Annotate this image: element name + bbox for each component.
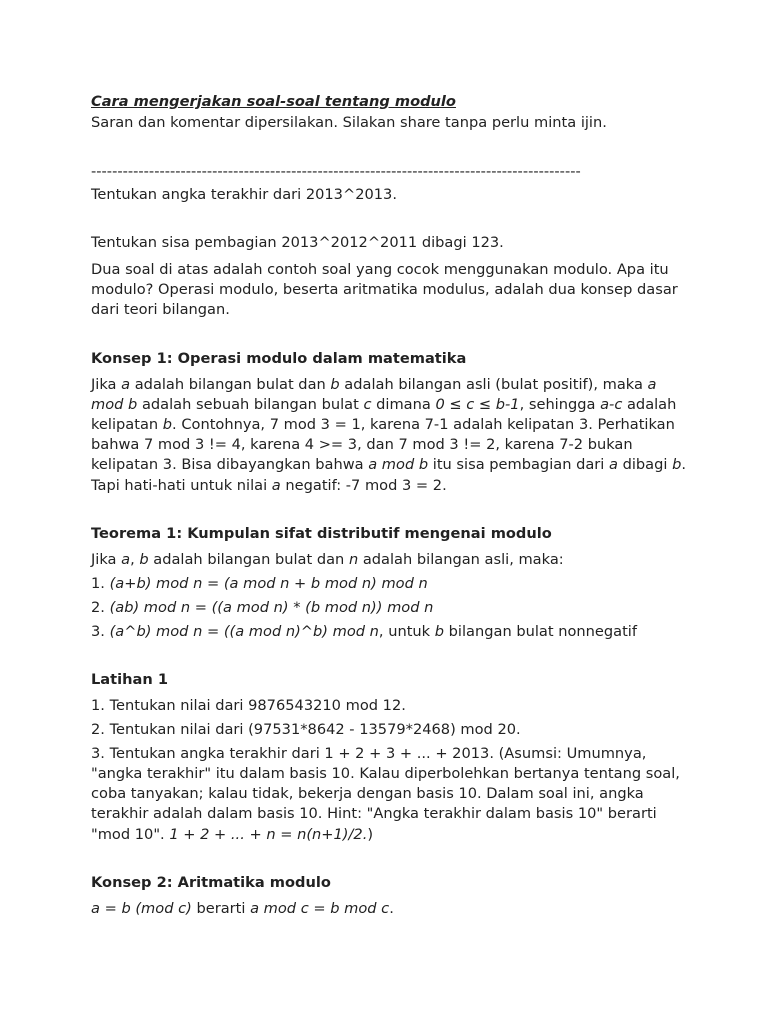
formula: 1 + 2 + ... + n = n(n+1)/2. [169,825,368,843]
question-1: Tentukan angka terakhir dari 2013^2013. [91,186,397,203]
latihan-1-heading: Latihan 1 [91,670,168,688]
text: . Tapi hati-hati untuk nilai [91,456,686,494]
text: adalah bilangan asli, maka: [358,550,564,568]
text: Jika [91,375,122,393]
formula: a mod c = b mod c [250,899,390,917]
var-b: b [139,550,149,568]
latihan-1-item-2: 2. Tentukan nilai dari (97531*8642 - 13579*2468) mod 20. [91,720,521,738]
text: adalah sebuah bilangan bulat [137,395,364,413]
item-number: 1. [91,574,110,592]
teorema-1-intro [91,550,691,570]
text: adalah kelipatan [91,395,677,434]
var-a: a [121,550,131,568]
text: adalah bilangan asli (bulat positif), maka [339,375,648,393]
latihan-1-item-3 [91,744,691,845]
document-title: Cara mengerjakan soal-soal tentang modulo [91,93,456,110]
teorema-1-heading: Teorema 1: Kumpulan sifat distributif mengenai modulo [91,524,552,542]
text: , untuk [378,622,435,640]
teorema-1-item-3 [91,622,691,642]
formula: (a^b) mod n = ((a mod n)^b) mod n [109,622,379,640]
var-b: b [434,622,445,640]
var-b: b [162,416,173,434]
var-a: a [271,476,281,494]
latihan-1-item-1: 1. Tentukan nilai dari 9876543210 mod 12. [91,696,406,714]
text: dimana [371,395,436,413]
var-range: 0 ≤ c ≤ b-1 [435,395,520,413]
text: . [389,899,394,917]
konsep-2-definition [91,899,691,919]
document-page [91,92,691,919]
var-a: a [609,456,618,474]
var-a: a [121,375,131,393]
formula: a = b (mod c) [91,899,192,917]
text: , sehingga [519,395,601,413]
konsep-1-paragraph [91,375,691,496]
text: Jika [91,550,122,568]
text: bilangan bulat nonnegatif [444,622,637,640]
text: 3. Tentukan angka terakhir dari 1 + 2 + 3 + ... + 2013. (Asumsi: Umumnya, "angka terakhir" itu dalam basis 10. Kalau diperbolehkan bertanya tentang soal, coba tanyakan; kalau tidak, bekerja dengan basis 10. Dalam soal ini, angka terakhir adalah dalam basis 10. Hint: "Angka terakhir dalam basis 10" berarti "mod 10". [91,744,680,843]
var-a-mod-b: a mod b [91,375,657,413]
text: . Contohnya, 7 mod 3 = 1, karena 7-1 adalah kelipatan 3. Perhatikan bahwa 7 mod 3 != 4, karena 4 >= 3, dan 7 mod 3 != 2, karena 7-2 bukan kelipatan 3. Bisa dibayangkan bahwa [91,416,675,474]
var-c: c [363,395,372,413]
konsep-2-heading: Konsep 2: Aritmatika modulo [91,873,331,891]
intro-paragraph: Dua soal di atas adalah contoh soal yang cocok menggunakan modulo. Apa itu modulo? Operasi modulo, beserta aritmatika modulus, adalah dua konsep dasar dari teori bilangan. [91,261,678,319]
text: dibagi [617,456,673,474]
var-b: b [330,375,340,393]
var-n: n [348,550,359,568]
text: itu sisa pembagian dari [428,456,609,474]
var-b: b [672,456,682,474]
text: adalah bilangan bulat dan [130,375,331,393]
var-a-mod-b: a mod b [368,456,429,474]
text: negatif: -7 mod 3 = 2. [280,476,447,494]
formula: (ab) mod n = ((a mod n) * (b mod n)) mod n [109,598,434,616]
var-a-minus-c: a-c [600,395,623,413]
item-number: 3. [91,622,110,640]
text: adalah bilangan bulat dan [148,550,349,568]
text: berarti [191,899,251,917]
text: ) [367,825,374,843]
teorema-1-item-1 [91,574,691,594]
divider-line: --------------------------------------------------------------------------------------------- [91,163,581,180]
formula: (a+b) mod n = (a mod n + b mod n) mod n [109,574,428,592]
document-subtitle: Saran dan komentar dipersilakan. Silakan share tanpa perlu minta ijin. [91,114,607,131]
teorema-1-item-2 [91,598,691,618]
konsep-1-heading: Konsep 1: Operasi modulo dalam matematika [91,349,467,367]
item-number: 2. [91,598,110,616]
question-2: Tentukan sisa pembagian 2013^2012^2011 dibagi 123. [91,234,504,251]
text: , [130,550,140,568]
